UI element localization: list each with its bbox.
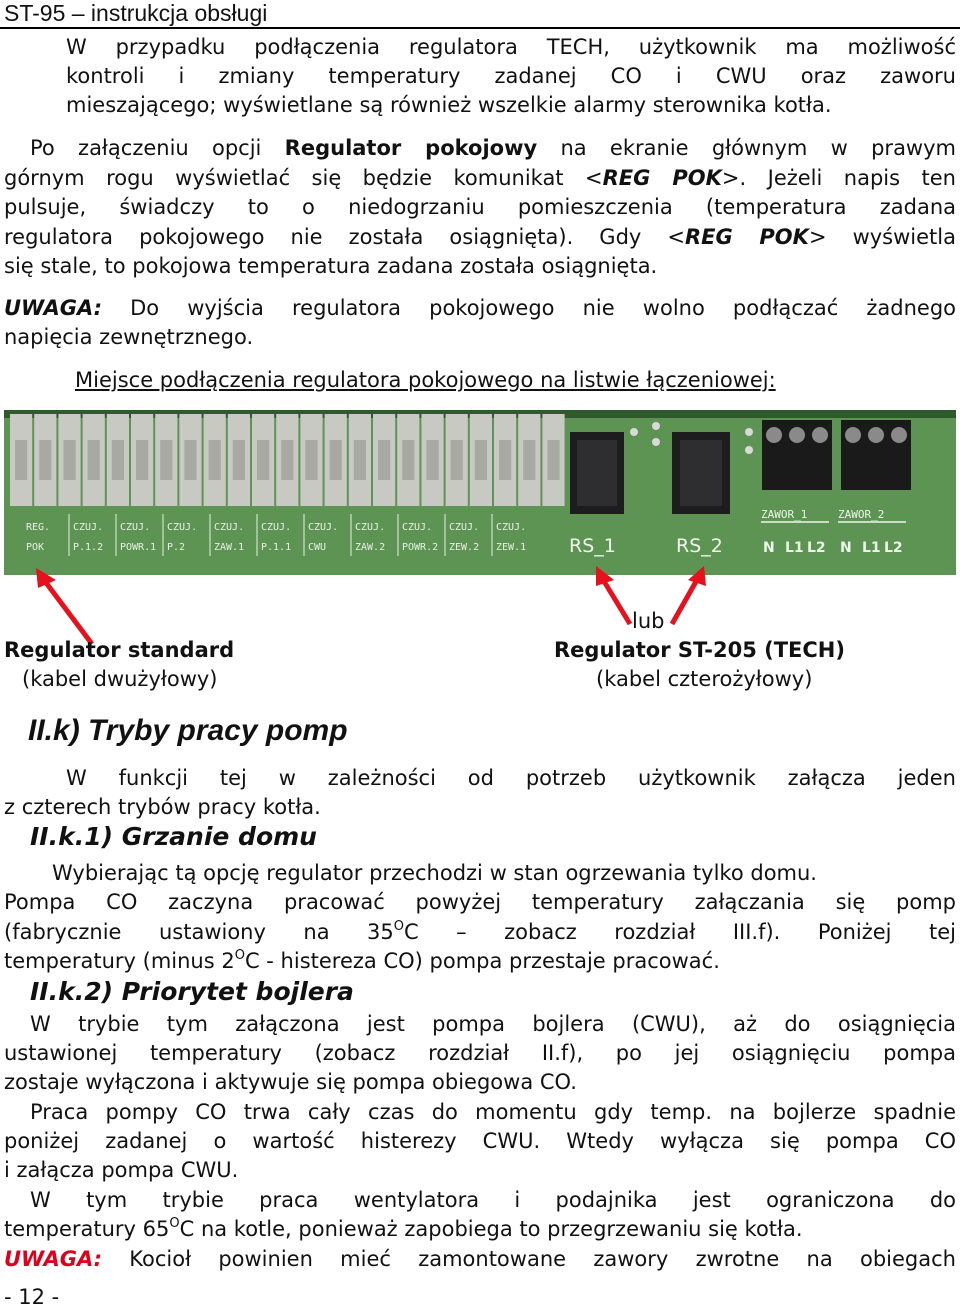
middle-arrowhead xyxy=(596,566,614,586)
right-arrow xyxy=(672,578,698,624)
page-number: - 12 - xyxy=(4,1285,60,1309)
zawor-pin-label: L2 xyxy=(807,540,826,556)
section-k-line2: z czterech trybów pracy kotła. xyxy=(4,795,321,819)
terminal-label: CZUJ. xyxy=(261,522,292,533)
terminal-slot xyxy=(402,440,414,480)
right-arrowhead xyxy=(688,566,706,586)
terminal-label: P.1.2 xyxy=(73,542,104,553)
para2-line3: pulsuje, świadczy to o niedogrzaniu pomieszczenia (temperatura zadana xyxy=(4,195,956,219)
warning1-line2: napięcia zewnętrznego. xyxy=(4,325,254,349)
terminal-slot xyxy=(451,440,463,480)
section-k2-p3-line1: W tym trybie praca wentylatora i podajnika jest ograniczona do xyxy=(30,1188,956,1212)
terminal-label: CZUJ. xyxy=(449,522,480,533)
terminal-label: CZUJ. xyxy=(120,522,151,533)
zawor-pin-label: L1 xyxy=(862,540,881,556)
terminal-label: CZUJ. xyxy=(214,522,245,533)
terminal-label: ZEW.2 xyxy=(449,542,480,553)
terminal-slot xyxy=(15,440,27,480)
right-label-title: Regulator ST-205 (TECH) xyxy=(554,638,845,662)
terminal-slot xyxy=(499,440,511,480)
warning1-line1: UWAGA: Do wyjścia regulatora pokojowego nie wolno podłączać żadnego xyxy=(4,296,956,320)
terminal-slot xyxy=(233,440,245,480)
section-k2-p1-line3: zostaje wyłączona i aktywuje się pompa obiegowa CO. xyxy=(4,1070,577,1094)
terminal-slot xyxy=(63,440,75,480)
para1-line3: mieszającego; wyświetlane są również wszelkie alarmy sterownika kotła. xyxy=(66,93,832,117)
terminal-slot xyxy=(330,440,342,480)
warning2-line: UWAGA: Kocioł powinien mieć zamontowane zawory zwrotne na obiegach xyxy=(4,1247,956,1271)
terminal-slot xyxy=(209,440,221,480)
rs1-label: RS_1 xyxy=(569,535,616,557)
terminal-slot xyxy=(475,440,487,480)
terminal-slot xyxy=(160,440,172,480)
terminal-label: CZUJ. xyxy=(402,522,433,533)
zawor-pin-label: N xyxy=(763,540,775,556)
rs2-label: RS_2 xyxy=(676,535,723,557)
zawor-pin-label: L1 xyxy=(785,540,804,556)
terminal-slot xyxy=(112,440,124,480)
left-arrow xyxy=(44,580,92,644)
section-k1-line2: Pompa CO zaczyna pracować powyżej temperatury załączania się pomp xyxy=(4,890,956,914)
page-header: ST-95 – instrukcja obsługi xyxy=(4,0,268,26)
terminal-slot xyxy=(88,440,100,480)
terminal-label: ZAW.2 xyxy=(355,542,386,553)
left-label-title: Regulator standard xyxy=(4,638,235,662)
terminal-label: CZUJ. xyxy=(308,522,339,533)
zawor-pin-label: L2 xyxy=(884,540,903,556)
right-label-sub: (kabel czterożyłowy) xyxy=(596,667,813,691)
terminal-slot xyxy=(523,440,535,480)
section-k1-line3: (fabrycznie ustawiony na $35^OC$ – zobacz rozdział III.f). Poniżej tej xyxy=(4,919,956,944)
section-k1-line1: Wybierając tą opcję regulator przechodzi w stan ogrzewania tylko domu. xyxy=(52,861,817,885)
section-k1-line4: temperatury (minus $2^OC$ - histereza CO) pompa przestaje pracować. xyxy=(4,948,720,973)
terminal-label: P.2 xyxy=(167,542,186,553)
para1-line1: W przypadku podłączenia regulatora TECH, użytkownik ma możliwość xyxy=(66,35,956,59)
section-k-line1: W funkcji tej w zależności od potrzeb użytkownik załącza jeden xyxy=(66,766,956,790)
warning2-label: UWAGA: xyxy=(4,1247,102,1271)
section-k2-p3-line2: temperatury $65^OC$ na kotle, ponieważ zapobiega to przegrzewaniu się kotła. xyxy=(4,1216,803,1241)
photo-caption: Miejsce podłączenia regulatora pokojowego na listwie łączeniowej: xyxy=(75,368,776,392)
terminal-label: CZUJ. xyxy=(496,522,527,533)
section-k1-title: II.k.1) Grzanie domu xyxy=(30,822,317,851)
section-k2-title: II.k.2) Priorytet bojlera xyxy=(30,977,354,1006)
terminal-slot xyxy=(136,440,148,480)
zawor-pin-label: N xyxy=(840,540,852,556)
terminal-label: CZUJ. xyxy=(355,522,386,533)
para1-line2: kontroli i zmiany temperatury zadanej CO i CWU oraz zaworu xyxy=(66,64,956,88)
terminal-slot xyxy=(39,440,51,480)
terminal-strip-illustration xyxy=(4,410,956,575)
terminal-slot xyxy=(281,440,293,480)
terminal-slot xyxy=(378,440,390,480)
terminal-label: POWR.1 xyxy=(120,542,157,553)
zawor2-label: ZAWOR_2 xyxy=(838,508,885,521)
terminal-label: POK xyxy=(26,542,45,553)
zawor1-label: ZAWOR_1 xyxy=(761,508,808,521)
section-k2-p1-line1: W trybie tym załączona jest pompa bojlera (CWU), aż do osiągnięcia xyxy=(30,1012,956,1036)
section-k2-p2-line2: poniżej zadanej o wartość histerezy CWU. Wtedy wyłącza się pompa CO xyxy=(4,1129,956,1153)
or-label: lub xyxy=(632,609,665,633)
terminal-label: P.1.1 xyxy=(261,542,292,553)
terminal-label: CZUJ. xyxy=(73,522,104,533)
terminal-slot xyxy=(354,440,366,480)
terminal-label: ZAW.1 xyxy=(214,542,245,553)
para2-line2: górnym rogu wyświetlać się będzie komunikat <REG POK>. Jeżeli napis ten xyxy=(4,166,956,190)
terminal-label: REG. xyxy=(26,522,51,533)
terminal-slot xyxy=(547,440,559,480)
section-k2-p2-line3: i załącza pompa CWU. xyxy=(4,1158,239,1182)
terminal-slot xyxy=(305,440,317,480)
para2-line4: regulatora pokojowego nie została osiągnięta). Gdy <REG POK> wyświetla xyxy=(4,225,956,249)
para2-line1: Po załączeniu opcji Regulator pokojowy na ekranie głównym w prawym xyxy=(30,136,956,160)
left-label-sub: (kabel dwużyłowy) xyxy=(22,667,218,691)
section-k2-p1-line2: ustawionej temperatury (zobacz rozdział II.f), po jej osiągnięciu pompa xyxy=(4,1041,956,1065)
para2-line5: się stale, to pokojowa temperatura zadana została osiągnięta. xyxy=(4,254,658,278)
section-k-title: II.k) Tryby pracy pomp xyxy=(28,714,348,747)
terminal-slot xyxy=(184,440,196,480)
terminal-label: POWR.2 xyxy=(402,542,439,553)
terminal-strip-photo xyxy=(4,410,956,575)
terminal-label: CWU xyxy=(308,542,327,553)
terminal-slot xyxy=(426,440,438,480)
section-k2-p2-line1: Praca pompy CO trwa cały czas do momentu gdy temp. na bojlerze spadnie xyxy=(30,1100,956,1124)
warning1-label: UWAGA: xyxy=(4,296,102,320)
terminal-slot xyxy=(257,440,269,480)
middle-arrow xyxy=(602,578,630,624)
terminal-label: ZEW.1 xyxy=(496,542,527,553)
terminal-label: CZUJ. xyxy=(167,522,198,533)
header-divider xyxy=(0,27,960,29)
